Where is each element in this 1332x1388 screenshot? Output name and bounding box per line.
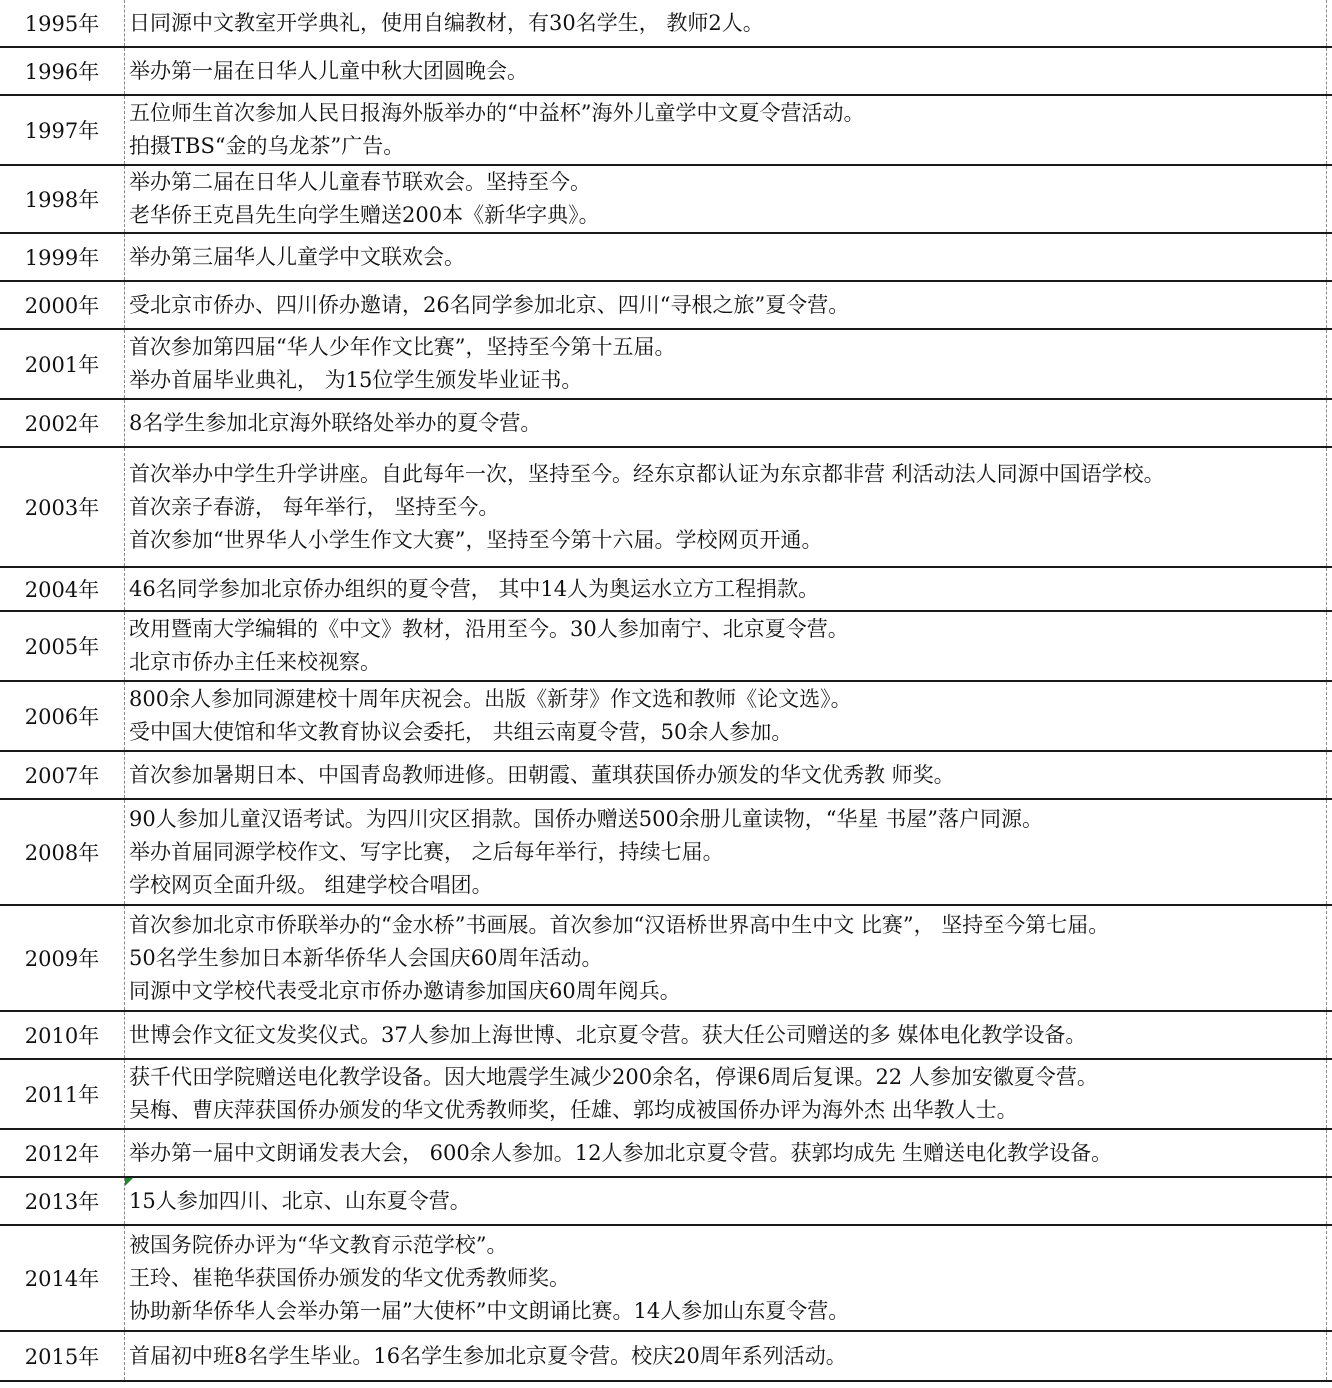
event-cell[interactable] (129, 752, 1324, 798)
event-cell[interactable] (129, 568, 1324, 610)
event-line: 受北京市侨办、四川侨办邀请，26名同学参加北京、四川“寻根之旅”夏令营。 (129, 292, 850, 317)
event-line: 举办第二届在日华人儿童春节联欢会。坚持至今。 (129, 170, 591, 194)
event-cell[interactable] (129, 1178, 1324, 1224)
column-divider (124, 1130, 125, 1176)
column-divider (124, 96, 125, 164)
event-line: 46名同学参加北京侨办组织的夏令营， 其中14人为奥运水立方工程捐款。 (129, 576, 820, 601)
column-divider (124, 1012, 125, 1058)
column-divider (124, 0, 125, 46)
event-line: 800余人参加同源建校十周年庆祝会。出版《新芽》作文选和教师《论文选》。 (129, 687, 852, 711)
column-divider (1326, 1012, 1327, 1058)
event-line: 五位师生首次参加人民日报海外版举办的“中益杯”海外儿童学中文夏令营活动。 (129, 101, 865, 125)
event-line: 举办第三届华人儿童学中文联欢会。 (129, 244, 465, 269)
event-line: 学校网页全面升级。 组建学校合唱团。 (129, 872, 493, 897)
column-divider (1326, 1178, 1327, 1224)
column-divider (1326, 400, 1327, 446)
column-divider (124, 330, 125, 398)
column-divider (124, 1332, 125, 1380)
event-line: 50名学生参加日本新华侨华人会国庆60周年活动。 (129, 945, 603, 970)
column-divider (1326, 1130, 1327, 1176)
event-cell[interactable] (129, 282, 1324, 328)
column-divider (1326, 330, 1327, 398)
event-line: 王玲、崔艳华获国侨办颁发的华文优秀教师奖。 (129, 1265, 570, 1290)
table-row (0, 682, 1332, 752)
column-divider (124, 568, 125, 610)
event-line: 获千代田学院赠送电化教学设备。因大地震学生减少200余名，停课6周后复课。22 人参加安徽夏令营。 (129, 1065, 1098, 1089)
event-cell[interactable] (129, 330, 1324, 398)
event-cell[interactable] (129, 1012, 1324, 1058)
year-cell[interactable]: 2005年 (24, 635, 100, 659)
year-cell[interactable]: 2008年 (24, 841, 100, 865)
column-divider (1326, 906, 1327, 1010)
column-divider (1326, 1226, 1327, 1330)
column-divider (124, 448, 125, 566)
table-row (0, 96, 1332, 166)
year-cell[interactable]: 2002年 (24, 412, 100, 436)
column-divider (124, 682, 125, 750)
event-cell[interactable] (129, 1332, 1324, 1380)
event-cell[interactable] (129, 906, 1324, 1010)
column-divider (1326, 448, 1327, 566)
year-cell[interactable]: 1998年 (24, 188, 100, 212)
column-divider (1326, 1060, 1327, 1128)
event-cell[interactable] (129, 400, 1324, 446)
event-line: 拍摄TBS“金的乌龙茶”广告。 (129, 134, 405, 158)
event-cell[interactable] (129, 682, 1324, 750)
event-line: 首次亲子春游， 每年举行， 坚持至今。 (129, 494, 500, 519)
table-row (0, 568, 1332, 612)
table-row (0, 1012, 1332, 1060)
table-row (0, 906, 1332, 1012)
year-cell[interactable]: 1996年 (24, 60, 100, 84)
event-line: 吴梅、曹庆萍获国侨办颁发的华文优秀教师奖，任雄、郭均成被国侨办评为海外杰 出华教人士。 (129, 1098, 1018, 1122)
table-row (0, 1226, 1332, 1332)
column-divider (1326, 48, 1327, 94)
event-line: 首次参加第四届“华人少年作文比赛”，坚持至今第十五届。 (129, 335, 676, 359)
event-line: 同源中文学校代表受北京市侨办邀请参加国庆60周年阅兵。 (129, 978, 681, 1003)
event-line: 首次举办中学生升学讲座。自此每年一次，坚持至今。经东京都认证为东京都非营 利活动法人同源中国语学校。 (129, 461, 1165, 486)
event-cell[interactable] (129, 612, 1324, 680)
event-line: 世博会作文征文发奖仪式。37人参加上海世博、北京夏令营。获大任公司赠送的多 媒体电化教学设备。 (129, 1022, 1087, 1047)
year-cell[interactable]: 2000年 (24, 294, 100, 318)
event-line: 首次参加北京市侨联举办的“金水桥”书画展。首次参加“汉语桥世界高中生中文 比赛”， 坚持至今第七届。 (129, 912, 1110, 937)
event-cell[interactable] (129, 1130, 1324, 1176)
table-row (0, 1130, 1332, 1178)
year-cell[interactable]: 1999年 (24, 246, 100, 270)
event-cell[interactable] (129, 1060, 1324, 1128)
table-row (0, 400, 1332, 448)
column-divider (1326, 800, 1327, 904)
table-row (0, 330, 1332, 400)
column-divider (124, 800, 125, 904)
year-cell[interactable]: 2012年 (24, 1142, 100, 1166)
event-line: 首届初中班8名学生毕业。16名学生参加北京夏令营。校庆20周年系列活动。 (129, 1343, 847, 1368)
event-line: 协助新华侨华人会举办第一届”大使杯”中文朗诵比赛。14人参加山东夏令营。 (129, 1298, 850, 1323)
year-cell[interactable]: 2004年 (24, 578, 100, 602)
year-cell[interactable]: 2013年 (24, 1190, 100, 1214)
column-divider (124, 166, 125, 232)
event-cell[interactable] (129, 96, 1324, 164)
table-row (0, 0, 1332, 48)
column-divider (1326, 166, 1327, 232)
year-cell[interactable]: 2011年 (24, 1083, 100, 1107)
event-line: 首次参加暑期日本、中国青岛教师进修。田朝霞、董琪获国侨办颁发的华文优秀教 师奖。 (129, 762, 955, 787)
column-divider (124, 612, 125, 680)
column-divider (1326, 752, 1327, 798)
year-cell[interactable]: 2001年 (24, 353, 100, 377)
year-cell[interactable]: 2009年 (24, 947, 100, 971)
column-divider (124, 1226, 125, 1330)
event-cell[interactable] (129, 166, 1324, 232)
event-line: 北京市侨办主任来校视察。 (129, 650, 381, 674)
table-row (0, 166, 1332, 234)
column-divider (124, 234, 125, 280)
event-line: 举办第一届在日华人儿童中秋大团圆晚会。 (129, 58, 528, 83)
event-line: 举办首届毕业典礼， 为15位学生颁发毕业证书。 (129, 368, 583, 392)
table-row (0, 282, 1332, 330)
column-divider (1326, 282, 1327, 328)
table-row (0, 48, 1332, 96)
column-divider (124, 752, 125, 798)
event-cell[interactable] (129, 48, 1324, 94)
event-cell[interactable] (129, 800, 1324, 904)
event-line: 90人参加儿童汉语考试。为四川灾区捐款。国侨办赠送500余册儿童读物，“华星 书屋”落户同源。 (129, 806, 1043, 831)
year-cell[interactable]: 1995年 (24, 12, 100, 36)
column-divider (1326, 612, 1327, 680)
event-cell[interactable] (129, 0, 1324, 46)
column-divider (124, 1060, 125, 1128)
year-cell[interactable]: 2007年 (24, 764, 100, 788)
column-divider (1326, 1332, 1327, 1380)
year-cell[interactable]: 2003年 (24, 496, 100, 520)
event-line: 15人参加四川、北京、山东夏令营。 (129, 1188, 471, 1213)
cell-comment-indicator[interactable] (125, 1178, 133, 1186)
table-row (0, 800, 1332, 906)
table-row (0, 1332, 1332, 1382)
year-cell[interactable]: 2006年 (24, 705, 100, 729)
table-row (0, 1178, 1332, 1226)
event-line: 受中国大使馆和华文教育协议会委托， 共组云南夏令营，50余人参加。 (129, 720, 793, 744)
event-line: 日同源中文教室开学典礼，使用自编教材，有30名学生， 教师2人。 (129, 10, 764, 35)
table-row (0, 1060, 1332, 1130)
event-line: 首次参加“世界华人小学生作文大赛”，坚持至今第十六届。学校网页开通。 (129, 527, 823, 552)
column-divider (1326, 0, 1327, 46)
year-cell[interactable]: 1997年 (24, 119, 100, 143)
column-divider (1326, 568, 1327, 610)
column-divider (124, 906, 125, 1010)
year-cell[interactable]: 2014年 (24, 1267, 100, 1291)
year-cell[interactable]: 2015年 (24, 1345, 100, 1369)
column-divider (1326, 234, 1327, 280)
table-row (0, 752, 1332, 800)
column-divider (1326, 96, 1327, 164)
table-row (0, 448, 1332, 568)
table-row (0, 234, 1332, 282)
year-cell[interactable]: 2010年 (24, 1024, 100, 1048)
event-line: 举办首届同源学校作文、写字比赛， 之后每年举行，持续七届。 (129, 839, 724, 864)
event-line: 改用暨南大学编辑的《中文》教材，沿用至今。30人参加南宁、北京夏令营。 (129, 617, 849, 641)
column-divider (124, 48, 125, 94)
event-line: 老华侨王克昌先生向学生赠送200本《新华字典》。 (129, 203, 600, 227)
column-divider (124, 282, 125, 328)
table-row (0, 612, 1332, 682)
event-cell[interactable] (129, 234, 1324, 280)
event-line: 举办第一届中文朗诵发表大会， 600余人参加。12人参加北京夏令营。获郭均成先 生赠送电化教学设备。 (129, 1140, 1113, 1165)
event-cell[interactable] (129, 1226, 1324, 1330)
event-cell[interactable] (129, 448, 1324, 566)
event-line: 被国务院侨办评为“华文教育示范学校”。 (129, 1232, 508, 1257)
column-divider (124, 400, 125, 446)
column-divider (1326, 682, 1327, 750)
event-line: 8名学生参加北京海外联络处举办的夏令营。 (129, 410, 542, 435)
